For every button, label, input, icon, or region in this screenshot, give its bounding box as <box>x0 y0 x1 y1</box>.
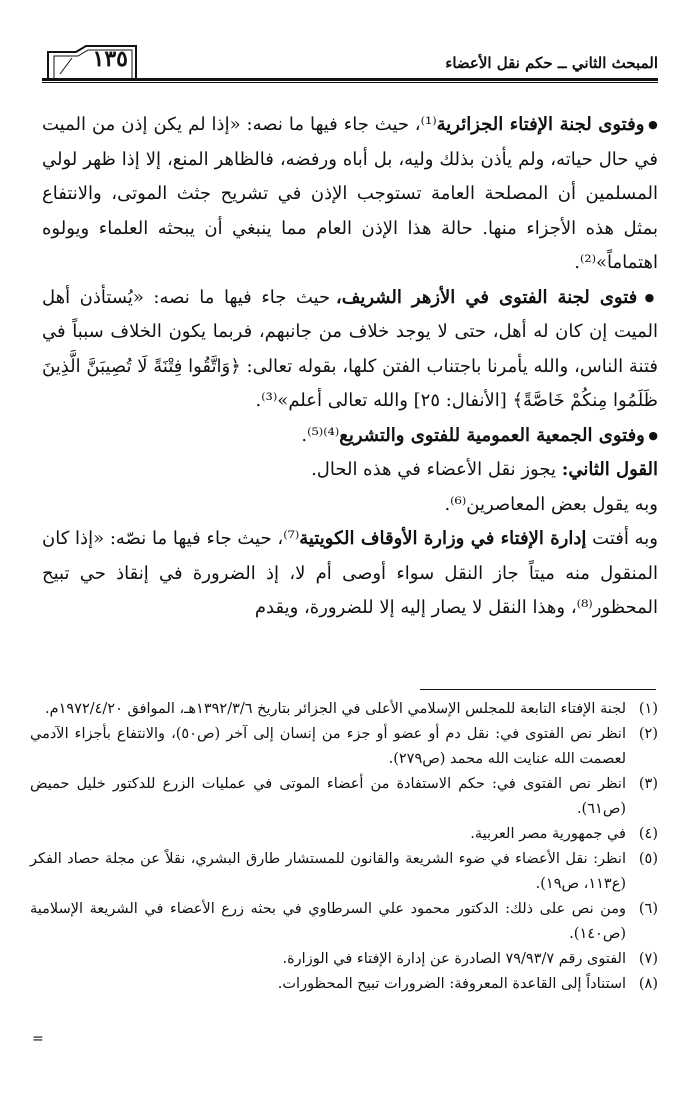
page-number-box <box>46 44 138 74</box>
general-assembly-title: وفتوى الجمعية العمومية للفتوى والتشريع <box>339 424 645 446</box>
footnote-number: (٤) <box>638 826 658 842</box>
footnote-number: (٦) <box>638 901 658 917</box>
paragraph-algerian-fatwa <box>42 108 658 281</box>
footnote-item <box>30 722 658 772</box>
continuation-mark: = <box>32 1031 44 1047</box>
page-header <box>42 40 658 82</box>
kuwaiti-fatwa-text: ⁽⁷⁾، حيث جاء فيها ما نصّه: «إذا كان المنقول منه ميتاً جاز النقل سواء أوصى أم لا، إذ الضرورة في إنقاذ حي تبيح المحظور⁽⁸⁾، وهذا النقل لا يصار إليه إلا للضرورة، ويقدم <box>42 528 658 618</box>
azhar-fatwa-text: حيث جاء فيها ما نصه: «يُستأذن أهل الميت إن كان له أهل، حتى لا يوجد خلاف من جانبهم، فربما يكون الخلاف سبباً في فتنة الناس، والله يأمرنا باجتناب الفتن كلها، بقوله تعالى: ﴿وَاتَّقُوا فِتْنَةً لَا تُصِيبَنَّ الَّذِينَ ظَلَمُوا مِنكُمْ خَاصَّةً﴾ [الأنفال: ٢٥] والله تعالى أعلم»⁽³⁾. <box>42 286 659 411</box>
paragraph-contemporaries: وبه يقول بعض المعاصرين⁽⁶⁾. <box>444 493 658 515</box>
algerian-fatwa-title: وفتوى لجنة الإفتاء الجزائرية <box>436 114 645 135</box>
footnote-item <box>30 972 658 997</box>
footnote-text: انظر نص الفتوى في: نقل دم أو عضو أو جزء من إنسان إلى آخر (ص٥٠)، والانتفاع بأجزاء الآدمي لعصمت الله عنايت الله محمد (ص٢٧٩). <box>30 726 626 767</box>
paragraph-kuwaiti-fatwa <box>42 522 658 626</box>
footnotes <box>30 697 658 997</box>
main-text <box>42 108 658 626</box>
kuwaiti-fatwa-title: إدارة الإفتاء في وزارة الأوقاف الكويتية <box>299 528 587 549</box>
footnote-text: في جمهورية مصر العربية. <box>470 826 626 842</box>
azhar-fatwa-title: فتوى لجنة الفتوى في الأزهر الشريف، <box>335 286 638 308</box>
footnote-number: (١) <box>638 701 658 717</box>
footnote-item <box>30 897 658 947</box>
footnote-number: (٨) <box>638 976 658 992</box>
footnote-text: ومن نص على ذلك: الدكتور محمود علي السرطاوي في بحثه زرع الأعضاء في الشريعة الإسلامية (ص١٤٠). <box>30 901 626 942</box>
footnote-text: استناداً إلى القاعدة المعروفة: الضرورات تبيح المحظورات. <box>277 976 626 992</box>
footnote-text: لجنة الإفتاء التابعة للمجلس الإسلامي الأعلى في الجزائر بتاريخ ١٣٩٢/٣/٦هـ، الموافق ١٩٧٢/٤/٢٠م. <box>44 701 626 717</box>
footnote-item <box>30 822 658 847</box>
second-opinion-label: القول الثاني: <box>561 459 658 480</box>
footnote-text: انظر: نقل الأعضاء في ضوء الشريعة والقانون للمستشار طارق البشري، نقلاً عن مجلة حصاد الفكر (ع١١٣، ص١٩). <box>30 851 626 892</box>
footnote-item <box>30 947 658 972</box>
footnote-number: (٢) <box>638 726 658 742</box>
general-assembly-refs: ⁽⁴⁾⁽⁵⁾. <box>301 424 340 446</box>
footnote-number: (٧) <box>638 951 658 967</box>
running-title: المبحث الثاني ــ حكم نقل الأعضاء <box>445 54 658 72</box>
second-opinion-text: يجوز نقل الأعضاء في هذه الحال. <box>311 459 562 480</box>
footnote-text: انظر نص الفتوى في: حكم الاستفادة من أعضاء الموتى في عمليات الزرع للدكتور خليل حميض (ص٦١). <box>30 776 626 817</box>
footnote-number: (٥) <box>638 851 658 867</box>
paragraph-azhar-fatwa <box>42 281 658 419</box>
algerian-fatwa-text: ⁽¹⁾، حيث جاء فيها ما نصه: «إذا لم يكن إذن من الميت في حال حياته، ولم يأذن بذلك وليه، بل أباه ورفضه، فالظاهر المنع، إلا إذا ظهر لولي المسلمين أن المصلحة العامة تستوجب الإذن في تشريح جثث الموتى، والانتفاع بمثل هذه الأجزاء منها. حالة هذا الإذن العام مما ينبغي أن يبحثه العلماء ويولوه اهتماماً»⁽²⁾. <box>42 114 658 273</box>
kuwaiti-fatwa-intro: وبه أفتت <box>586 528 658 549</box>
footnote-separator <box>420 689 656 690</box>
footnote-text: الفتوى رقم ٧٩/٩٣/٧ الصادرة عن إدارة الإفتاء في الوزارة. <box>282 951 626 967</box>
paragraph-second-opinion <box>42 453 658 488</box>
footnote-number: (٣) <box>638 776 658 792</box>
footnote-item <box>30 697 658 722</box>
footnote-item <box>30 847 658 897</box>
page-number: ١٣٥ <box>92 46 128 72</box>
header-rule-thin <box>42 82 658 83</box>
paragraph-general-assembly <box>42 419 658 454</box>
footnote-item <box>30 772 658 822</box>
header-rule <box>42 78 658 81</box>
